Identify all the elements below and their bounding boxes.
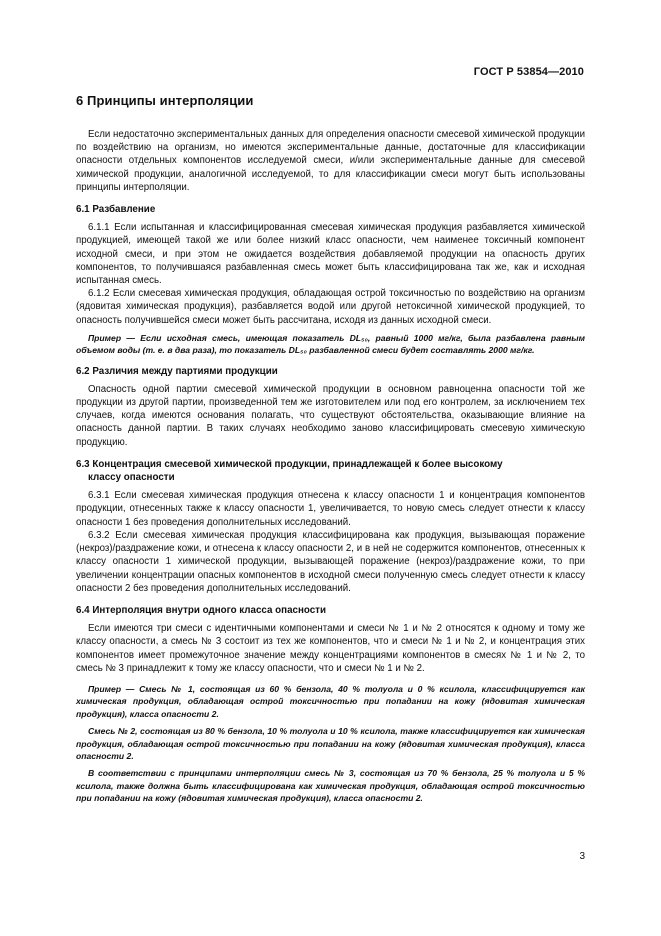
- page-content: [76, 93, 585, 805]
- paragraph-6-1-1: 6.1.1 Если испытанная и классифицированная смесевая химическая продукция разбавляется химической продукцией, имеющей такой же или более низкий класс опасности, чем наименее токсичный компонент исходной смеси, и при этом не ожидается воздействия добавляемой продукции на опасность других компонентов, то получившаяся разбавленная смесь может быть классифицирована так же, как и исходная испытанная смесь.: [76, 222, 585, 287]
- subsection-6-2-heading: 6.2 Различия между партиями продукции: [76, 365, 278, 377]
- standard-header: ГОСТ Р 53854—2010: [473, 66, 584, 78]
- paragraph-6-3-2: 6.3.2 Если смесевая химическая продукция классифицирована как продукция, вызывающая поражение (некроз)/раздражение кожи, и отнесена к классу опасности 2, и в ней не содержится компонентов, отнесенных к классу опасности 1 химической продукции, вызывающей поражение (некроз)/раздражение кожи, то при увеличении концентрации опасных компонентов в исходной смеси полученную смесь следует отнести к классу опасности 2 без проведения дополнительных исследований.: [76, 529, 585, 594]
- example-6-4-mixture-2: Смесь № 2, состоящая из 80 % бензола, 10 % толуола и 10 % ксилола, также классифицируется как химическая продукция, обладающая острой токсичностью при попадании на кожу (ядовитая химическая продукция), класса опасности 2.: [76, 726, 585, 761]
- subsection-6-1-heading: 6.1 Разбавление: [76, 204, 156, 216]
- example-6-4-mixture-3: В соответствии с принципами интерполяции смесь № 3, состоящая из 70 % бензола, 25 % толуола и 5 % ксилола, также должна быть классифицирована как химическая продукция, обладающая острой токсичностью при попадании на кожу (ядовитая химическая продукция), класса опасности 2.: [76, 768, 585, 804]
- subsection-6-4-heading: 6.4 Интерполяция внутри одного класса опасности: [76, 604, 327, 616]
- paragraph-6-3-1: 6.3.1 Если смесевая химическая продукция отнесена к классу опасности 1 и концентрация компонентов продукции, отнесенных также к классу опасности 1, увеличивается, то новую смесь следует отнести к классу опасности 1 без проведения дополнительных исследований.: [76, 490, 585, 528]
- section-intro: Если недостаточно экспериментальных данных для определения опасности смесевой химической продукции по воздействию на организм, но имеются экспериментальные данные, достаточные для классификации опасности отдельных компонентов исследуемой смеси, и/или экспериментальные данные для смесевой химической продукции, аналогичной исследуемой, то для классификации смеси могут быть использованы принципы интерполяции.: [76, 129, 585, 193]
- paragraph-6-2: Опасность одной партии смесевой химической продукции в основном равноценна опасности той же продукции из другой партии, произведенной тем же изготовителем или под его контролем, за исключением тех случаев, когда имеются основания полагать, что существуют обстоятельства, оказывающие влияние на опасность данной партии. В таких случаях необходимо заново классифицировать смесевую химическую продукцию.: [76, 383, 585, 448]
- subsection-6-3-heading: [76, 458, 585, 484]
- example-6-1: Пример — Если исходная смесь, имеющая показатель DL₅₀, равный 1000 мг/кг, была разбавлена равным объемом воды (т. е. в два раза), то показатель DL₅₀ разбавленной смеси будет составлять 2000 мг/кг.: [76, 332, 585, 356]
- section-title: 6 Принципы интерполяции: [76, 93, 254, 108]
- page-number: 3: [579, 851, 585, 862]
- paragraph-6-1-2: 6.1.2 Если смесевая химическая продукция, обладающая острой токсичностью по воздействию на организм (ядовитая химическая продукция), разбавляется водой или другой нетоксичной химической продукцией, то опасность получившейся смеси может быть рассчитана, исходя из данных исходной смеси.: [76, 288, 585, 326]
- subsection-6-3-heading-line1: 6.3 Концентрация смесевой химической продукции, принадлежащей к более высокому: [76, 458, 503, 470]
- example-6-4-mixture-1: Пример — Смесь № 1, состоящая из 60 % бензола, 40 % толуола и 0 % ксилола, классифицируется как химическая продукция, обладающая острой токсичностью при попадании на кожу (ядовитая химическая продукция), класса опасности 2.: [76, 683, 585, 719]
- subsection-6-3-heading-line2: классу опасности: [88, 472, 175, 484]
- paragraph-6-4: Если имеются три смеси с идентичными компонентами и смеси № 1 и № 2 относятся к одному и тому же классу опасности, а смесь № 3 состоит из тех же компонентов, что и смеси № 1 и № 2, и концентрация этих компонентов имеет промежуточное значение между концентрациями компонентов в смесях № 1 и № 2, то смесь № 3 принадлежит к тому же классу опасности, что и смеси № 1 и № 2.: [76, 623, 585, 674]
